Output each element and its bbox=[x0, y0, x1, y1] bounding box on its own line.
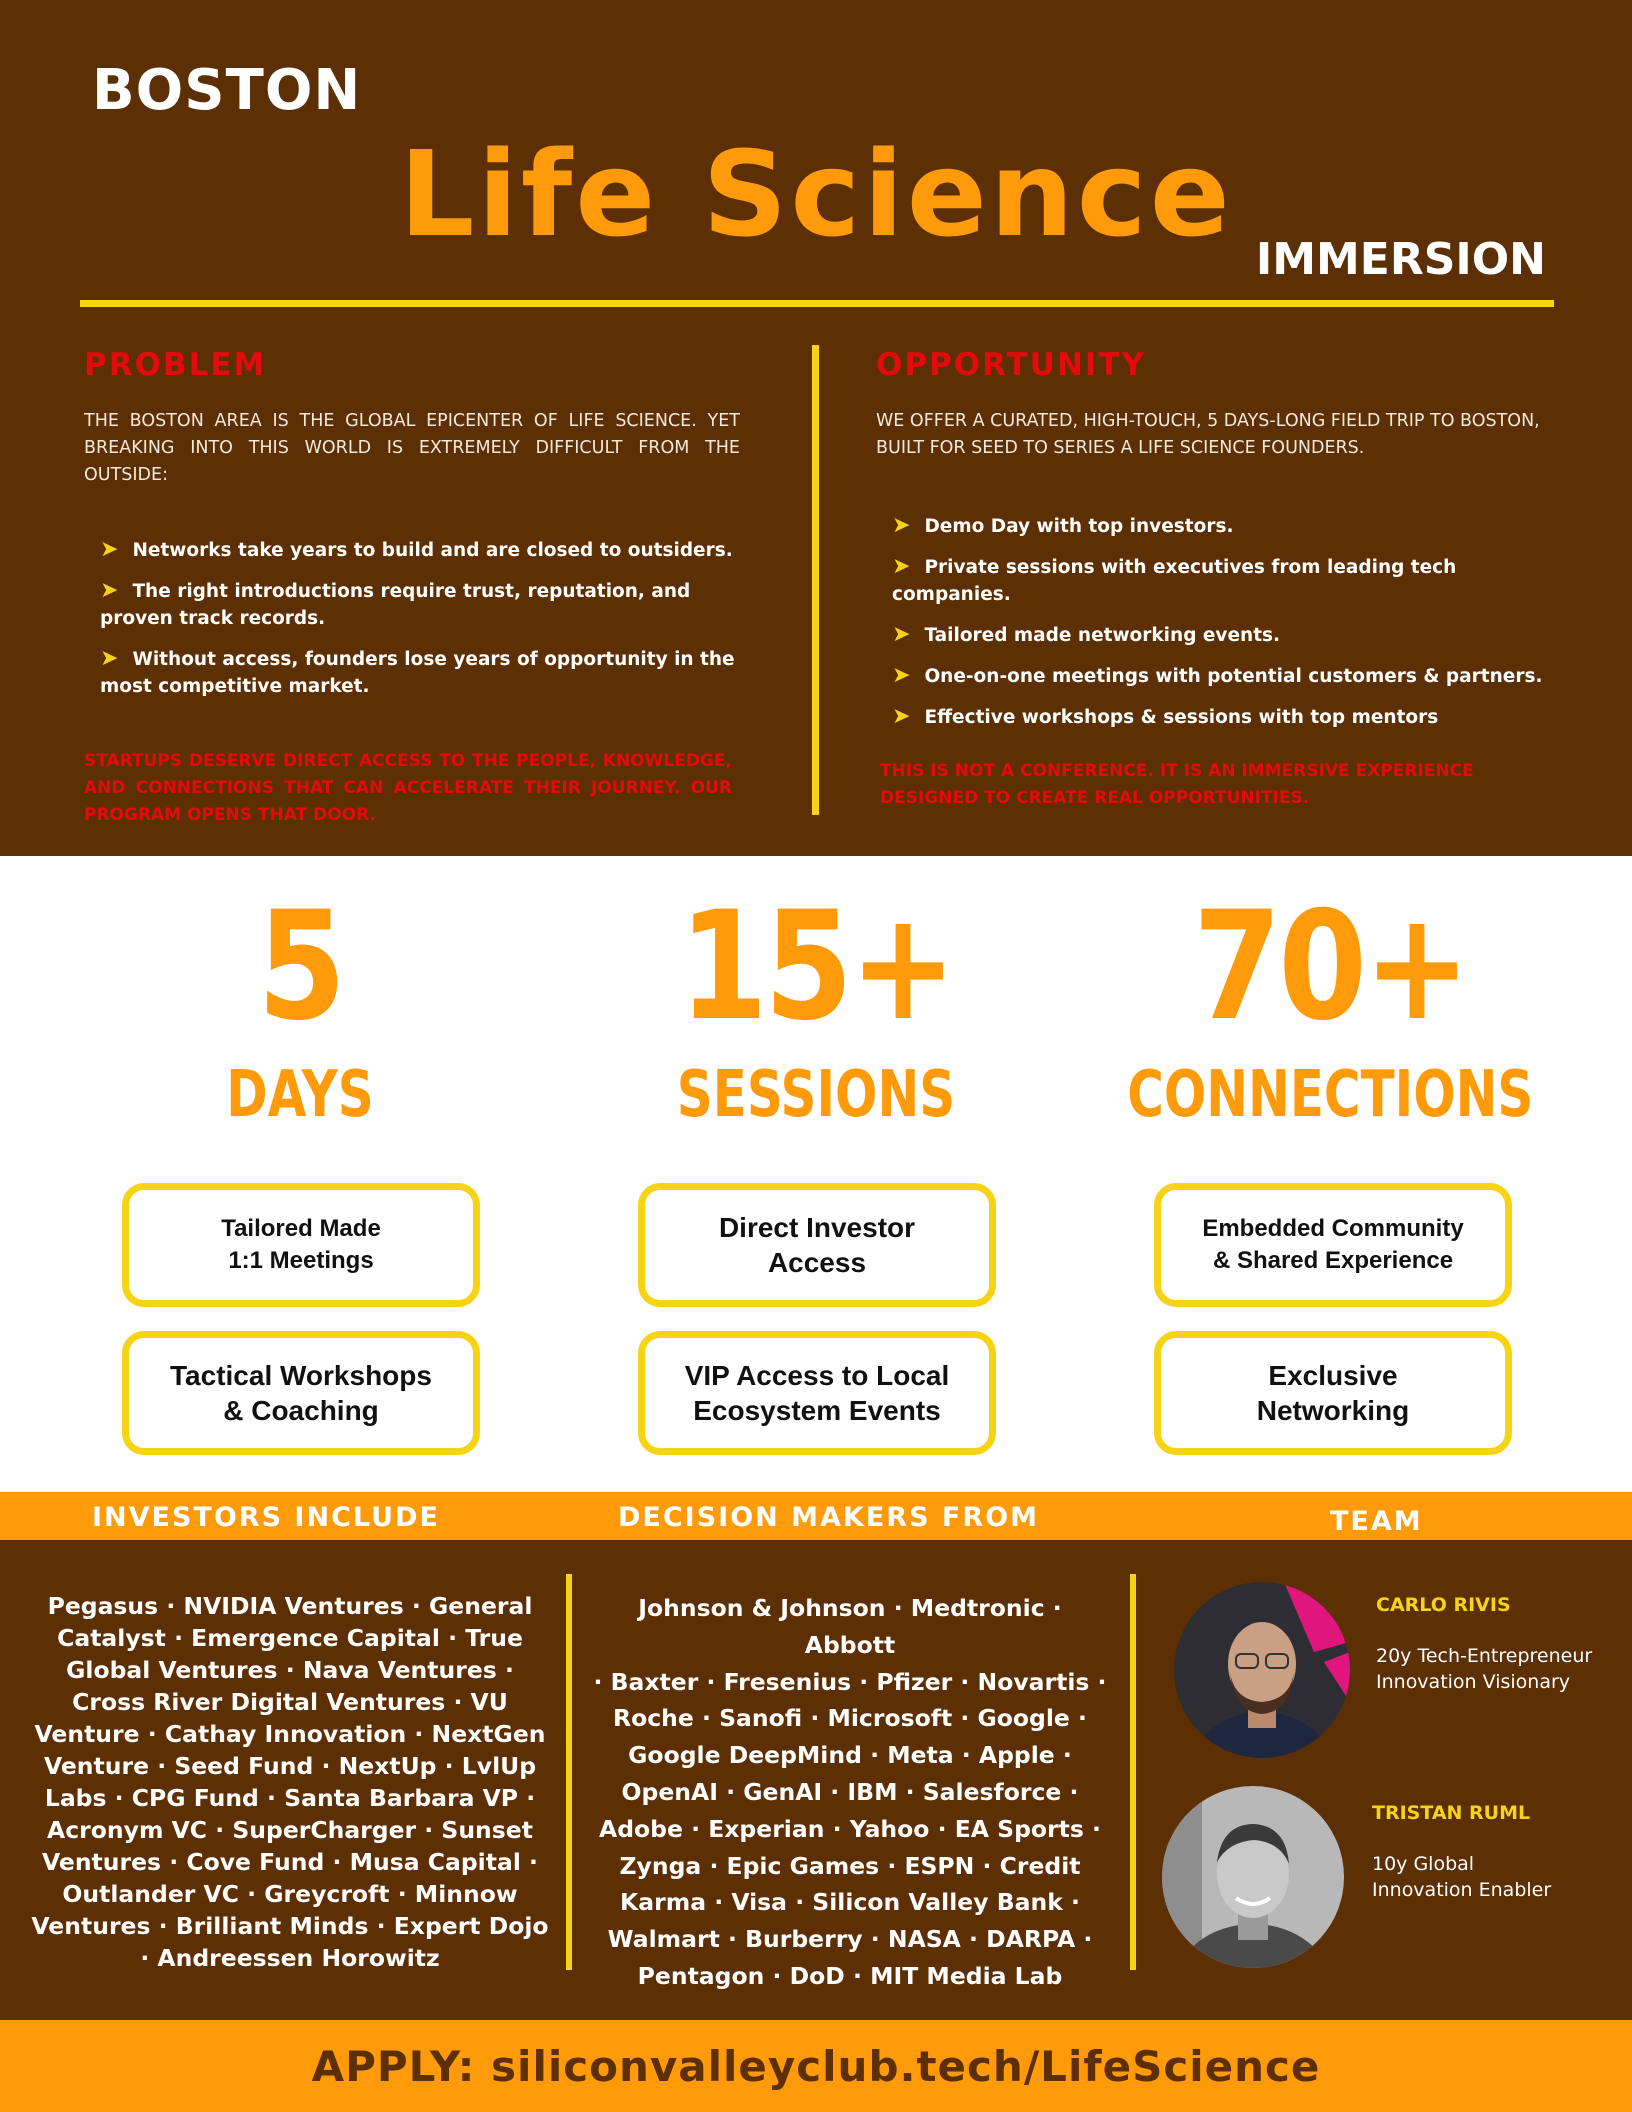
list-item: ➤ The right introductions require trust, reputation, and proven track records. bbox=[100, 578, 691, 629]
card-line: Tailored Made bbox=[221, 1215, 381, 1242]
team-member-role bbox=[1376, 1643, 1592, 1695]
investors-line: · Andreessen Horowitz bbox=[140, 1944, 440, 1972]
opportunity-title: OPPORTUNITY bbox=[876, 347, 1147, 383]
investors-heading: INVESTORS INCLUDE bbox=[92, 1502, 440, 1533]
arrow-icon: ➤ bbox=[892, 663, 911, 688]
investors-line: Ventures · Cove Fund · Musa Capital · bbox=[41, 1848, 538, 1876]
decision-line: Adobe · Experian · Yahoo · EA Sports · bbox=[599, 1814, 1101, 1843]
decision-line: Zynga · Epic Games · ESPN · Credit bbox=[619, 1851, 1081, 1880]
role-line: Innovation Visionary bbox=[1376, 1671, 1571, 1693]
stat-label-connections: CONNECTIONS bbox=[1127, 1058, 1534, 1132]
decision-line: · Baxter · Fresenius · Pfizer · Novartis · bbox=[593, 1667, 1107, 1696]
role-line: Innovation Enabler bbox=[1372, 1879, 1552, 1901]
list-item: ➤ Tailored made networking events. bbox=[892, 622, 1281, 647]
team-member-role bbox=[1372, 1851, 1551, 1903]
feature-card bbox=[638, 1183, 996, 1307]
card-line: Embedded Community bbox=[1202, 1215, 1464, 1242]
feature-card bbox=[122, 1331, 480, 1455]
investors-line: Pegasus · NVIDIA Ventures · General bbox=[47, 1592, 533, 1620]
card-line: Access bbox=[767, 1247, 867, 1278]
opportunity-intro: WE OFFER A CURATED, HIGH-TOUCH, 5 DAYS-LONG FIELD TRIP TO BOSTON, BUILT FOR SEED TO SERIES A LIFE SCIENCE FOUNDERS. bbox=[876, 411, 1540, 458]
apply-banner bbox=[0, 2020, 1632, 2112]
decision-makers-list bbox=[590, 1590, 1110, 1995]
card-line: & Shared Experience bbox=[1212, 1247, 1454, 1274]
decision-line: Johnson & Johnson · Medtronic · Abbott bbox=[638, 1594, 1062, 1659]
card-line: VIP Access to Local bbox=[684, 1360, 950, 1391]
list-item: ➤ Networks take years to build and are closed to outsiders. bbox=[100, 537, 733, 562]
card-line: Ecosystem Events bbox=[693, 1395, 941, 1426]
city-heading: BOSTON bbox=[92, 58, 362, 123]
feature-card bbox=[638, 1331, 996, 1455]
page-title: Life Science bbox=[399, 125, 1233, 263]
card-line: Exclusive bbox=[1268, 1360, 1398, 1391]
arrow-icon: ➤ bbox=[892, 622, 911, 647]
person-photo-icon bbox=[1174, 1582, 1350, 1758]
decision-line: OpenAI · GenAI · IBM · Salesforce · bbox=[621, 1777, 1079, 1806]
arrow-icon: ➤ bbox=[100, 578, 119, 603]
decision-makers-heading: DECISION MAKERS FROM bbox=[618, 1502, 1039, 1533]
investors-line: Catalyst · Emergence Capital · True bbox=[57, 1624, 523, 1652]
person-photo-icon bbox=[1162, 1786, 1344, 1968]
decision-line: Pentagon · DoD · MIT Media Lab bbox=[637, 1961, 1063, 1990]
decision-line: Karma · Visa · Silicon Valley Bank · bbox=[620, 1888, 1080, 1917]
list-item: ➤ Effective workshops & sessions with top mentors bbox=[892, 704, 1439, 729]
list-item: ➤ One-on-one meetings with potential customers & partners. bbox=[892, 663, 1543, 688]
arrow-icon: ➤ bbox=[100, 537, 119, 562]
team-member-name: CARLO RIVIS bbox=[1376, 1594, 1511, 1616]
decision-line: Roche · Sanofi · Microsoft · Google · bbox=[613, 1704, 1087, 1733]
feature-card bbox=[1154, 1331, 1512, 1455]
apply-link[interactable]: APPLY: siliconvalleyclub.tech/LifeScience bbox=[311, 2041, 1321, 2091]
problem-intro: THE BOSTON AREA IS THE GLOBAL EPICENTER OF LIFE SCIENCE. YET BREAKING INTO THIS WORLD IS EXTREMELY DIFFICULT FROM THE OUTSIDE: bbox=[84, 411, 740, 485]
arrow-icon: ➤ bbox=[892, 554, 911, 579]
list-item: ➤ Private sessions with executives from leading tech companies. bbox=[892, 554, 1457, 605]
card-line: 1:1 Meetings bbox=[228, 1247, 374, 1274]
column-divider bbox=[1130, 1574, 1136, 1970]
stat-number-days: 5 bbox=[257, 880, 343, 1054]
investors-line: Cross River Digital Ventures · VU bbox=[72, 1688, 508, 1716]
role-line: 10y Global bbox=[1372, 1853, 1475, 1875]
arrow-icon: ➤ bbox=[892, 704, 911, 729]
opportunity-list bbox=[892, 512, 1572, 744]
investors-line: Outlander VC · Greycroft · Minnow bbox=[62, 1880, 518, 1908]
role-line: 20y Tech-Entrepreneur bbox=[1376, 1645, 1593, 1667]
column-divider bbox=[566, 1574, 572, 1970]
team-heading: TEAM bbox=[1330, 1506, 1423, 1537]
stat-label-days: DAYS bbox=[226, 1058, 374, 1132]
investors-line: Labs · CPG Fund · Santa Barbara VP · bbox=[44, 1784, 536, 1812]
title-divider bbox=[80, 300, 1554, 307]
stat-label-sessions: SESSIONS bbox=[676, 1058, 956, 1132]
arrow-icon: ➤ bbox=[100, 646, 119, 671]
decision-line: Walmart · Burberry · NASA · DARPA · bbox=[607, 1925, 1093, 1954]
problem-list bbox=[100, 536, 740, 713]
decision-line: Google DeepMind · Meta · Apple · bbox=[628, 1741, 1072, 1770]
feature-card bbox=[1154, 1183, 1512, 1307]
column-divider bbox=[812, 345, 819, 815]
investors-line: Acronym VC · SuperCharger · Sunset bbox=[47, 1816, 533, 1844]
subtitle-heading: IMMERSION bbox=[1255, 234, 1546, 285]
feature-card bbox=[122, 1183, 480, 1307]
card-line: Tactical Workshops bbox=[170, 1360, 432, 1391]
list-item: ➤ Without access, founders lose years of opportunity in the most competitive market. bbox=[100, 646, 735, 697]
problem-title: PROBLEM bbox=[84, 347, 267, 383]
investors-line: Ventures · Brilliant Minds · Expert Dojo bbox=[31, 1912, 549, 1940]
opportunity-note: THIS IS NOT A CONFERENCE. IT IS AN IMMERSIVE EXPERIENCE DESIGNED TO CREATE REAL OPPORTUNITIES. bbox=[880, 761, 1474, 808]
arrow-icon: ➤ bbox=[892, 513, 911, 538]
list-item: ➤ Demo Day with top investors. bbox=[892, 513, 1234, 538]
problem-note: STARTUPS DESERVE DIRECT ACCESS TO THE PEOPLE, KNOWLEDGE, AND CONNECTIONS THAT CAN ACCELERATE THEIR JOURNEY. OUR PROGRAM OPENS THAT DOOR. bbox=[84, 751, 732, 825]
investors-list bbox=[30, 1590, 550, 1974]
investors-line: Global Ventures · Nava Ventures · bbox=[66, 1656, 514, 1684]
stat-number-sessions: 15+ bbox=[678, 880, 954, 1054]
avatar bbox=[1174, 1582, 1350, 1758]
stat-number-connections: 70+ bbox=[1192, 880, 1468, 1054]
team-member-name: TRISTAN RUML bbox=[1372, 1802, 1531, 1824]
investors-line: Venture · Seed Fund · NextUp · LvlUp bbox=[43, 1752, 537, 1780]
investors-line: Venture · Cathay Innovation · NextGen bbox=[34, 1720, 546, 1748]
card-line: & Coaching bbox=[223, 1395, 379, 1426]
card-line: Direct Investor bbox=[718, 1212, 916, 1243]
card-line: Networking bbox=[1256, 1395, 1410, 1426]
avatar bbox=[1162, 1786, 1344, 1968]
